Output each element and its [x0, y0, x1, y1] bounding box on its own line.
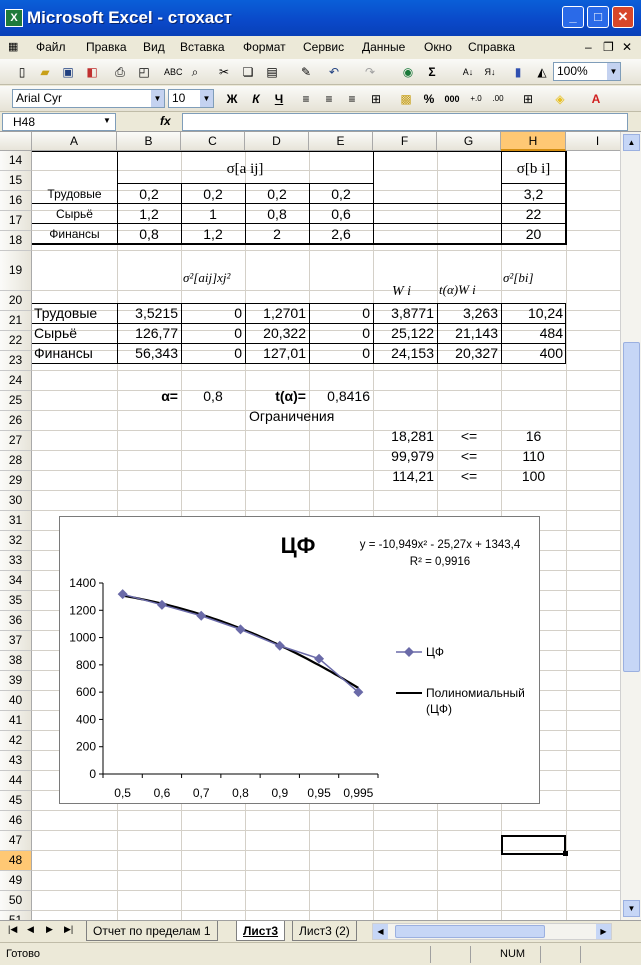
cell-d24-t-label[interactable]: t(α)=: [275, 388, 306, 404]
select-all-corner[interactable]: [0, 132, 32, 151]
sigma-b-header[interactable]: σ[b i]: [516, 161, 551, 177]
formula-bar: [0, 112, 641, 132]
status-ready: Готово: [6, 948, 40, 960]
x-tick-label: 0,95: [307, 786, 331, 800]
cell-a21[interactable]: Сырьё: [34, 325, 78, 341]
close-button[interactable]: ✕: [612, 6, 634, 28]
new-icon[interactable]: ▯: [18, 65, 26, 79]
font-color-icon[interactable]: A: [591, 92, 601, 106]
cell-b16[interactable]: 1,2: [139, 206, 159, 222]
cell-e22[interactable]: 0: [362, 345, 370, 361]
y-tick-label: 1400: [69, 576, 96, 590]
formula-input[interactable]: [182, 113, 628, 131]
cell-d22[interactable]: 127,01: [263, 345, 306, 361]
row-header-49[interactable]: 49: [0, 871, 32, 891]
row-header-19[interactable]: 19: [0, 251, 32, 291]
column-header-g[interactable]: G: [437, 132, 501, 151]
row-header-44[interactable]: 44: [0, 771, 32, 791]
cell-f20[interactable]: 3,8771: [391, 305, 434, 321]
border: [32, 363, 566, 364]
drawing-icon[interactable]: ◭: [537, 65, 547, 79]
row-header-46[interactable]: 46: [0, 811, 32, 831]
cell-c20[interactable]: 0: [234, 305, 242, 321]
y-tick-label: 0: [89, 767, 96, 781]
row-header-23[interactable]: 23: [0, 351, 32, 371]
row-header-21[interactable]: 21: [0, 311, 32, 331]
cell-d17[interactable]: 2: [273, 226, 281, 242]
row-header-42[interactable]: 42: [0, 731, 32, 751]
copy-icon[interactable]: ❏: [242, 65, 254, 79]
row-header-33[interactable]: 33: [0, 551, 32, 571]
font-size-select[interactable]: [168, 89, 214, 108]
x-tick-label: 0,5: [114, 786, 131, 800]
cell-h28[interactable]: 100: [521, 468, 546, 484]
cell-e16[interactable]: 0,6: [331, 206, 351, 222]
cell-c17[interactable]: 1,2: [203, 226, 223, 242]
bold-button[interactable]: Ж: [226, 92, 238, 106]
chart-object[interactable]: [59, 516, 540, 804]
cell-f21[interactable]: 25,122: [391, 325, 434, 341]
row-header-37[interactable]: 37: [0, 631, 32, 651]
open-icon[interactable]: ▰: [40, 65, 50, 79]
cell-a15[interactable]: Трудовые: [47, 187, 102, 201]
y-tick-label: 1000: [69, 630, 96, 645]
align-center-icon[interactable]: ≡: [325, 92, 333, 106]
cell-d21[interactable]: 20,322: [263, 325, 306, 341]
cell-g20[interactable]: 3,263: [462, 305, 498, 321]
doc-restore-icon[interactable]: ❐: [603, 40, 614, 54]
cell-c19[interactable]: σ²[aij]xj²: [183, 270, 231, 285]
row-header-16[interactable]: 16: [0, 191, 32, 211]
menu-help[interactable]: Справка: [468, 40, 516, 54]
title-bar: [0, 0, 641, 36]
series-line: [123, 594, 359, 692]
cell-c21[interactable]: 0: [234, 325, 242, 341]
sort-descending-icon[interactable]: Я↓: [484, 67, 496, 77]
status-num: NUM: [500, 948, 526, 960]
chart-wizard-icon[interactable]: ▮: [514, 65, 522, 79]
cell-g21[interactable]: 21,143: [455, 325, 498, 341]
cell-b20[interactable]: 3,5215: [135, 305, 178, 321]
chevron-down-icon[interactable]: ▼: [103, 116, 111, 125]
gridline: [32, 830, 630, 831]
trendline: [123, 596, 359, 688]
border: [32, 151, 566, 152]
cell-d16[interactable]: 0,8: [267, 206, 287, 222]
status-bar: [0, 942, 641, 965]
doc-close-icon[interactable]: ✕: [622, 40, 633, 54]
cell-h20[interactable]: 10,24: [527, 305, 563, 321]
cell-c24-alpha[interactable]: 0,8: [203, 388, 223, 404]
chart-plot-area: [69, 576, 378, 800]
research-icon[interactable]: ⌕: [191, 65, 199, 79]
scroll-up-icon[interactable]: ▲: [623, 134, 640, 151]
scroll-down-icon[interactable]: ▼: [623, 900, 640, 917]
cell-g27[interactable]: <=: [460, 448, 478, 464]
row-header-25[interactable]: 25: [0, 391, 32, 411]
cell-h22[interactable]: 400: [539, 345, 563, 361]
cut-icon[interactable]: ✂: [218, 65, 230, 79]
menu-insert[interactable]: Вставка: [180, 40, 225, 54]
legend-series-label: ЦФ: [426, 645, 444, 659]
gridline: [32, 250, 630, 251]
y-tick-label: 200: [75, 739, 96, 754]
first-sheet-icon[interactable]: |◀: [8, 924, 18, 934]
font-value: Arial Cyr: [16, 91, 63, 105]
fill-handle[interactable]: [563, 851, 568, 856]
cell-a20[interactable]: Трудовые: [34, 305, 98, 321]
menu-tools[interactable]: Сервис: [303, 40, 345, 54]
cell-a16[interactable]: Сырьё: [56, 207, 93, 221]
zoom-value: 100%: [557, 64, 588, 78]
row-header-31[interactable]: 31: [0, 511, 32, 531]
cell-g26[interactable]: <=: [460, 428, 478, 444]
cell-b21[interactable]: 126,77: [135, 325, 178, 341]
x-tick-label: 0,995: [343, 786, 374, 800]
row-header-26[interactable]: 26: [0, 411, 32, 431]
cell-d15[interactable]: 0,2: [267, 186, 287, 202]
zoom-select[interactable]: [553, 62, 621, 81]
chevron-down-icon: ▼: [200, 90, 213, 107]
cell-e24-t-value[interactable]: 0,8416: [327, 388, 370, 404]
row-header-32[interactable]: 32: [0, 531, 32, 551]
column-header-e[interactable]: E: [309, 132, 373, 151]
row-header-29[interactable]: 29: [0, 471, 32, 491]
print-icon[interactable]: ⎙: [115, 65, 125, 79]
row-header-20[interactable]: 20: [0, 291, 32, 311]
chart-equation: y = -10,949x² - 25,27x + 1343,4: [359, 539, 521, 551]
row-header-40[interactable]: 40: [0, 691, 32, 711]
align-right-icon[interactable]: ≡: [348, 92, 356, 106]
gridline: [32, 870, 630, 871]
borders-icon[interactable]: ⊞: [522, 92, 534, 106]
cell-b15[interactable]: 0,2: [139, 186, 159, 202]
name-box[interactable]: [2, 113, 116, 131]
scroll-left-icon[interactable]: ◀: [373, 924, 388, 939]
cell-g28[interactable]: <=: [460, 468, 478, 484]
cell-e15[interactable]: 0,2: [331, 186, 351, 202]
column-header-f[interactable]: F: [373, 132, 437, 151]
cell-f19[interactable]: W i: [392, 284, 412, 299]
legend-trend-label-2: (ЦФ): [426, 702, 452, 716]
vertical-scroll-thumb[interactable]: [623, 342, 640, 672]
cell-f26[interactable]: 18,281: [391, 428, 434, 444]
row-header-35[interactable]: 35: [0, 591, 32, 611]
cell-h16[interactable]: 22: [525, 206, 542, 222]
cell-g22[interactable]: 20,327: [455, 345, 498, 361]
x-tick-label: 0,8: [232, 786, 249, 800]
menu-format[interactable]: Формат: [243, 40, 286, 54]
paste-icon[interactable]: ▤: [266, 65, 278, 79]
cell-f27[interactable]: 99,979: [391, 448, 434, 464]
row-header-43[interactable]: 43: [0, 751, 32, 771]
tab-otchet[interactable]: Отчет по пределам 1: [86, 921, 218, 941]
spelling-icon[interactable]: ABC: [164, 67, 183, 77]
font-size-value: 10: [172, 91, 186, 105]
cell-a17[interactable]: Финансы: [49, 227, 100, 241]
cell-h15[interactable]: 3,2: [523, 186, 544, 202]
name-box-value: H48: [13, 115, 36, 129]
align-left-icon[interactable]: ≡: [302, 92, 310, 106]
selected-cell-h48[interactable]: [501, 835, 566, 855]
window-title: Microsoft Excel - стохаст: [27, 8, 232, 27]
menu-view[interactable]: Вид: [143, 40, 165, 54]
tab-list3-2[interactable]: Лист3 (2): [292, 921, 357, 941]
decrease-decimal-icon[interactable]: .00: [492, 94, 504, 103]
print-preview-icon[interactable]: ◰: [138, 65, 150, 79]
row-header-34[interactable]: 34: [0, 571, 32, 591]
fill-color-icon[interactable]: ◈: [555, 92, 565, 106]
status-divider: [430, 946, 431, 963]
cell-e17[interactable]: 2,6: [331, 226, 351, 242]
row-header-47[interactable]: 47: [0, 831, 32, 851]
cell-h26[interactable]: 16: [525, 428, 542, 444]
gridline: [32, 890, 630, 891]
cell-b24-alpha-label[interactable]: α=: [161, 388, 178, 404]
cell-b22[interactable]: 56,343: [135, 345, 178, 361]
column-header-d[interactable]: D: [245, 132, 309, 151]
gridline: [32, 510, 630, 511]
row-header-27[interactable]: 27: [0, 431, 32, 451]
redo-icon[interactable]: ↷: [364, 65, 376, 79]
hyperlink-icon[interactable]: ◉: [402, 65, 414, 79]
row-header-48[interactable]: 48: [0, 851, 32, 871]
column-header-b[interactable]: B: [117, 132, 181, 151]
cell-f22[interactable]: 24,153: [391, 345, 434, 361]
italic-button[interactable]: К: [252, 92, 260, 106]
cell-h21[interactable]: 484: [539, 325, 563, 341]
row-header-15[interactable]: 15: [0, 171, 32, 191]
chart-title: ЦФ: [280, 533, 316, 558]
currency-icon[interactable]: ▩: [400, 92, 412, 106]
doc-minimize-icon[interactable]: –: [585, 40, 592, 54]
cell-c16[interactable]: 1: [209, 206, 217, 222]
chart-r-squared: R² = 0,9916: [409, 556, 471, 568]
data-point: [157, 600, 167, 610]
chart-svg: [60, 517, 541, 805]
format-painter-icon[interactable]: ✎: [300, 65, 312, 79]
column-header-a[interactable]: A: [32, 132, 117, 151]
cell-c15[interactable]: 0,2: [203, 186, 223, 202]
y-tick-label: 400: [75, 712, 96, 727]
last-sheet-icon[interactable]: ▶|: [64, 924, 74, 934]
y-tick-label: 1200: [69, 603, 96, 618]
cell-d20[interactable]: 1,2701: [263, 305, 306, 321]
gridline: [566, 151, 567, 920]
status-divider: [540, 946, 541, 963]
save-icon[interactable]: ▣: [62, 65, 74, 79]
cell-g19[interactable]: t(α)W i: [439, 282, 476, 297]
merge-center-icon[interactable]: ⊞: [370, 92, 382, 106]
minimize-button[interactable]: _: [562, 6, 584, 28]
row-header-38[interactable]: 38: [0, 651, 32, 671]
autosum-icon[interactable]: Σ: [428, 65, 436, 79]
prev-sheet-icon[interactable]: ◀: [27, 924, 34, 934]
row-header-28[interactable]: 28: [0, 451, 32, 471]
formatting-toolbar: [0, 86, 641, 112]
column-header-h[interactable]: H: [501, 132, 566, 151]
row-header-22[interactable]: 22: [0, 331, 32, 351]
row-header-45[interactable]: 45: [0, 791, 32, 811]
scroll-right-icon[interactable]: ▶: [596, 924, 611, 939]
status-divider: [470, 946, 471, 963]
row-header-36[interactable]: 36: [0, 611, 32, 631]
thousands-button[interactable]: 000: [444, 94, 460, 104]
y-tick-label: 600: [75, 685, 96, 700]
legend-trend-label-1: Полиномиальный: [426, 686, 525, 700]
row-header-30[interactable]: 30: [0, 491, 32, 511]
chevron-down-icon: ▼: [151, 90, 164, 107]
sheet-tabs-bar: [0, 920, 641, 942]
x-tick-label: 0,9: [271, 786, 289, 800]
menu-file[interactable]: Файл: [36, 40, 66, 54]
workbook-icon[interactable]: ▦: [8, 41, 19, 53]
x-tick-label: 0,7: [192, 786, 210, 800]
insert-function-button[interactable]: fx: [160, 114, 171, 128]
cell-a22[interactable]: Финансы: [34, 345, 93, 361]
sigma-a-header[interactable]: σ[a ij]: [226, 161, 264, 177]
font-select[interactable]: [12, 89, 165, 108]
gridline: [32, 290, 630, 291]
standard-toolbar: [0, 59, 641, 85]
menu-window[interactable]: Окно: [424, 40, 452, 54]
row-header-24[interactable]: 24: [0, 371, 32, 391]
vertical-scrollbar[interactable]: [620, 132, 641, 920]
permission-icon[interactable]: ◧: [86, 65, 98, 79]
row-header-17[interactable]: 17: [0, 211, 32, 231]
cell-d25-constraints[interactable]: Ограничения: [249, 408, 335, 424]
horizontal-scroll-thumb[interactable]: [395, 925, 545, 938]
cell-h19[interactable]: σ²[bi]: [503, 270, 534, 285]
cell-e20[interactable]: 0: [362, 305, 370, 321]
worksheet-grid[interactable]: [0, 132, 641, 920]
legend-series-marker: [404, 647, 414, 657]
chevron-down-icon: ▼: [607, 63, 620, 80]
menu-edit[interactable]: Правка: [86, 40, 127, 54]
horizontal-scrollbar[interactable]: [372, 923, 612, 940]
percent-button[interactable]: %: [423, 92, 435, 106]
y-tick-label: 800: [75, 657, 96, 672]
status-divider: [580, 946, 581, 963]
underline-button[interactable]: Ч: [274, 92, 284, 106]
undo-icon[interactable]: ↶: [328, 65, 340, 79]
row-header-50[interactable]: 50: [0, 891, 32, 911]
row-header-18[interactable]: 18: [0, 231, 32, 251]
cell-h27[interactable]: 110: [522, 448, 545, 464]
cell-b17[interactable]: 0,8: [139, 226, 159, 242]
gridline: [32, 810, 630, 811]
gridline: [32, 490, 630, 491]
x-tick-label: 0,6: [153, 786, 171, 800]
next-sheet-icon[interactable]: ▶: [46, 924, 53, 934]
menu-data[interactable]: Данные: [362, 40, 406, 54]
cell-e21[interactable]: 0: [362, 325, 370, 341]
data-point: [275, 641, 285, 651]
cell-c22[interactable]: 0: [234, 345, 242, 361]
increase-decimal-icon[interactable]: +.0: [470, 94, 482, 103]
border: [373, 151, 374, 245]
data-point: [196, 611, 206, 621]
menu-bar: [0, 36, 641, 58]
row-header-39[interactable]: 39: [0, 671, 32, 691]
column-header-i[interactable]: I: [566, 132, 630, 151]
gridline: [32, 370, 630, 371]
column-header-c[interactable]: C: [181, 132, 245, 151]
excel-app-icon[interactable]: X: [5, 9, 23, 27]
data-point: [118, 589, 128, 599]
maximize-button[interactable]: □: [587, 6, 609, 28]
row-header-14[interactable]: 14: [0, 151, 32, 171]
gridline: [32, 910, 630, 911]
tab-list3[interactable]: Лист3: [236, 921, 285, 941]
row-header-41[interactable]: 41: [0, 711, 32, 731]
cell-f28[interactable]: 114,21: [392, 468, 434, 484]
cell-h17[interactable]: 20: [525, 226, 542, 242]
sort-ascending-icon[interactable]: A↓: [462, 67, 474, 77]
